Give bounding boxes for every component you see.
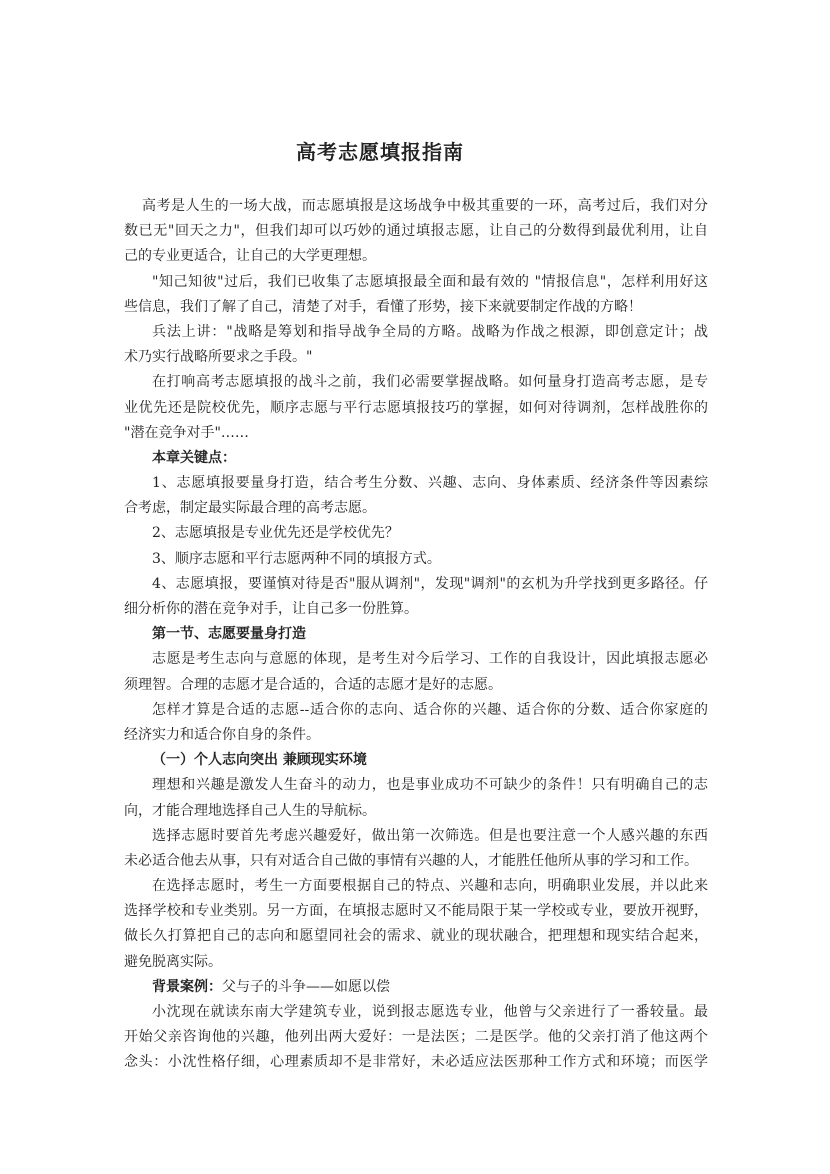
text-run: 父与子的斗争——如愿以偿 <box>222 978 390 995</box>
text-line <box>124 849 708 874</box>
text-run: 选择学校和专业类别。另一方面，在填报志愿时又不能局限于某一学校或专业，要放开视野， <box>124 903 708 920</box>
text-run: 做长久打算把自己的志向和愿望同社会的需求、就业的现状融合，把理想和现实结合起来， <box>124 928 708 945</box>
paragraph <box>124 547 708 572</box>
text-line <box>124 345 708 370</box>
text-line <box>124 748 708 773</box>
text-run: 志愿是考生志向与意愿的体现，是考生对今后学习、工作的自我设计，因此填报志愿必 <box>152 651 708 668</box>
text-line <box>124 446 708 471</box>
text-run: 2、志愿填报是专业优先还是学校优先？ <box>152 525 399 542</box>
text-line <box>124 547 708 572</box>
text-line <box>124 698 708 723</box>
paragraph <box>124 748 708 773</box>
text-run: 避免脱离实际。 <box>124 953 222 970</box>
text-line <box>124 396 708 421</box>
text-line <box>124 723 708 748</box>
text-line <box>124 597 708 622</box>
document-body <box>124 194 708 1076</box>
bold-text: 背景案例： <box>152 978 222 995</box>
text-run: 经济实力和适合你自身的条件。 <box>124 726 320 743</box>
text-run: 1、志愿填报要量身打造，结合考生分数、兴趣、志向、身体素质、经济条件等因素综 <box>152 475 708 492</box>
text-run: 合考虑，制定最实际最合理的高考志愿。 <box>124 500 376 517</box>
text-line <box>124 647 708 672</box>
paragraph <box>124 975 708 1000</box>
text-run: 未必适合他去从事，只有对适合自己做的事情有兴趣的人，才能胜任他所从事的学习和工作。 <box>124 852 698 869</box>
text-run: 在选择志愿时，考生一方面要根据自己的特点、兴趣和志向，明确职业发展，并以此来 <box>152 878 708 895</box>
text-run: 须理智。合理的志愿才是合适的，合适的志愿才是好的志愿。 <box>124 676 502 693</box>
text-line <box>124 899 708 924</box>
text-run: 兵法上讲："战略是筹划和指导战争全局的方略。战略为作战之根源，即创意定计；战 <box>152 323 708 340</box>
text-line <box>124 924 708 949</box>
text-line <box>124 799 708 824</box>
paragraph <box>124 471 708 521</box>
text-run: 些信息，我们了解了自己，清楚了对手，看懂了形势，接下来就要制定作战的方略！ <box>124 298 642 315</box>
text-run: 怎样才算是合适的志愿--适合你的志向、适合你的兴趣、适合你的分数、适合你家庭的 <box>152 701 708 718</box>
text-line <box>124 1000 708 1025</box>
text-line <box>124 370 708 395</box>
text-run: 在打响高考志愿填报的战斗之前，我们必需要掌握战略。如何量身打造高考志愿，是专 <box>152 374 708 391</box>
paragraph <box>124 320 708 370</box>
text-run: 选择志愿时要首先考虑兴趣爱好，做出第一次筛选。但是也要注意一个人感兴趣的东西 <box>152 827 708 844</box>
text-run: 细分析你的潜在竞争对手，让自己多一份胜算。 <box>124 601 418 617</box>
paragraph <box>124 1000 708 1076</box>
paragraph <box>124 446 708 471</box>
text-run: 小沈现在就读东南大学建筑专业，说到报志愿选专业，他曾与父亲进行了一番较量。最 <box>152 1004 708 1020</box>
text-line <box>124 1050 708 1075</box>
paragraph <box>124 773 708 823</box>
text-line <box>124 295 708 320</box>
paragraph <box>124 622 708 647</box>
paragraph <box>124 824 708 874</box>
text-line <box>124 975 708 1000</box>
text-run: 业优先还是院校优先，顺序志愿与平行志愿填报技巧的掌握，如何对待调剂，怎样战胜你的 <box>124 399 708 416</box>
text-run: 4、志愿填报，要谨慎对待是否"服从调剂"，发现"调剂"的玄机为升学找到更多路径。仔 <box>152 575 708 592</box>
paragraph <box>124 874 708 975</box>
text-run: 3、顺序志愿和平行志愿两种不同的填报方式。 <box>152 550 441 567</box>
text-line <box>124 1025 708 1050</box>
text-run: "潜在竞争对手"…… <box>124 424 249 441</box>
text-line <box>124 874 708 899</box>
paragraph <box>124 370 708 446</box>
paragraph <box>124 270 708 320</box>
text-line <box>124 421 708 446</box>
text-run: 术乃实行战略所要求之手段。" <box>124 349 313 366</box>
text-run: 数已无"回天之力"，但我们却可以巧妙的通过填报志愿，让自己的分数得到最优利用，让自 <box>124 223 708 240</box>
text-line <box>124 572 708 597</box>
paragraph <box>124 698 708 748</box>
paragraph <box>124 194 708 270</box>
text-run: 高考是人生的一场大战，而志愿填报是这场战争中极其重要的一环，高考过后，我们对分 <box>142 198 708 214</box>
paragraph <box>124 572 708 622</box>
text-line <box>124 320 708 345</box>
text-run: 己的专业更适合，让自己的大学更理想。 <box>124 248 376 265</box>
text-line <box>124 673 708 698</box>
text-line <box>124 622 708 647</box>
text-run: 念头：小沈性格仔细，心理素质却不是非常好，未必适应法医那种工作方式和环境；而医学 <box>124 1054 708 1071</box>
text-run: 开始父亲咨询他的兴趣，他列出两大爱好：一是法医；二是医学。他的父亲打消了他这两个 <box>124 1029 708 1046</box>
text-line <box>124 270 708 295</box>
text-line <box>124 950 708 975</box>
text-line <box>124 244 708 269</box>
bold-text: （一）个人志向突出 兼顾现实环境 <box>152 752 367 769</box>
bold-text: 第一节、志愿要量身打造 <box>152 626 306 643</box>
text-line <box>124 773 708 798</box>
text-line <box>124 824 708 849</box>
text-run: "知己知彼"过后，我们已收集了志愿填报最全面和最有效的 "情报信息"，怎样利用好这 <box>152 273 708 290</box>
text-line <box>124 471 708 496</box>
text-line <box>124 194 708 219</box>
text-line <box>124 219 708 244</box>
paragraph <box>124 521 708 546</box>
text-line <box>124 496 708 521</box>
document-title: 高考志愿填报指南 <box>296 140 464 164</box>
bold-text: 本章关键点： <box>152 449 236 466</box>
text-line <box>124 521 708 546</box>
paragraph <box>124 647 708 697</box>
text-run: 理想和兴趣是激发人生奋斗的动力，也是事业成功不可缺少的条件！只有明确自己的志 <box>152 777 708 794</box>
text-run: 向，才能合理地选择自己人生的导航标。 <box>124 802 376 819</box>
